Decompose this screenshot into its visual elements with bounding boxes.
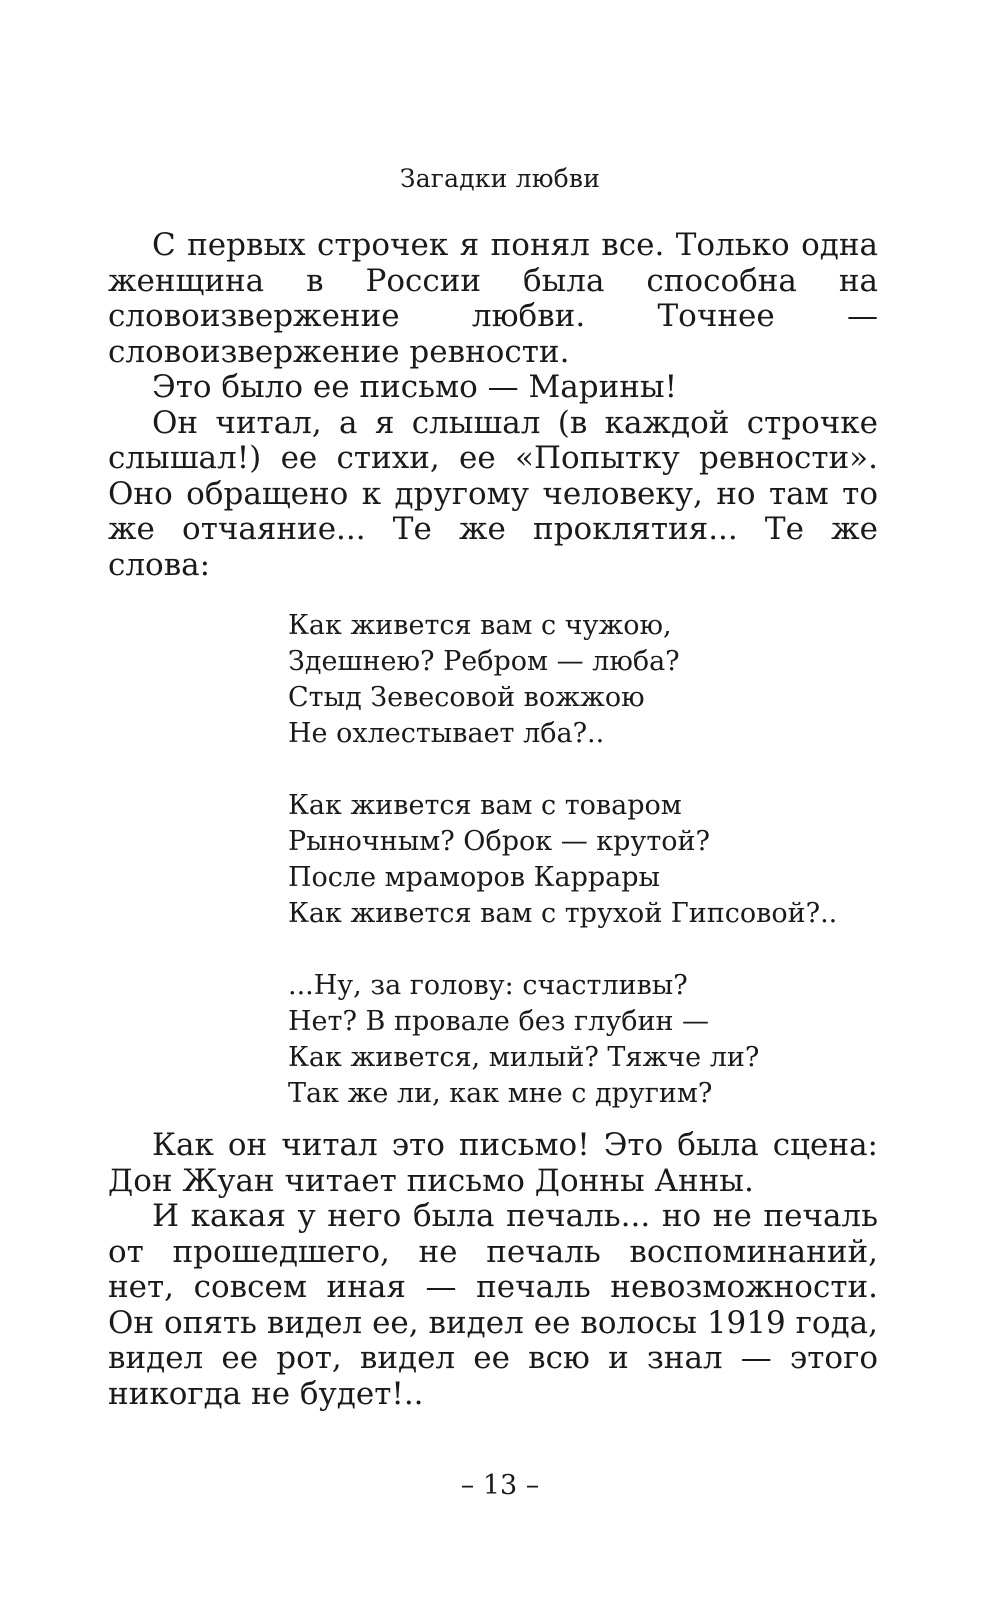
paragraph: С первых строчек я понял все. Только одна женщина в России была способна на словоизвержение любви. Точнее — словоизвержение ревности. [108,227,878,370]
prose-block-top [108,228,878,583]
verse-line: Как живется вам с трухой Гипсовой?.. [288,898,838,929]
paragraph: Он читал, а я слышал (в каждой строчке слышал!) ее стихи, ее «Попытку ревности». Оно обращено к другому человеку, но там то же отчаяние... Те же проклятия... Те же слова: [108,404,878,583]
verse-line: Так же ли, как мне с другим? [288,1078,713,1109]
verse-line: Здешнею? Ребром — люба? [288,646,680,677]
verse-line: Нет? В провале без глубин — [288,1006,710,1037]
running-title: Загадки любви [399,164,601,193]
verse-line: После мраморов Каррары [288,862,661,893]
poem-quote [288,608,837,1112]
prose-block-bottom [108,1128,878,1412]
verse-line: Рыночным? Оброк — крутой? [288,826,710,857]
verse-line: Как живется вам с товаром [288,790,682,821]
verse-line: Как живется, милый? Тяжче ли? [288,1042,760,1073]
paragraph: Как он читал это письмо! Это была сцена: Дон Жуан читает письмо Донны Анны. [108,1127,878,1199]
stanza-2 [288,788,837,932]
verse-line: Стыд Зевесовой вожжою [288,682,645,713]
verse-line: ...Ну, за голову: счастливы? [288,970,688,1001]
verse-line: Как живется вам с чужою, [288,610,672,641]
paragraph: Это было ее письмо — Марины! [152,369,678,405]
page-number: – 13 – [460,1470,540,1501]
stanza-1 [288,608,837,752]
paragraph: И какая у него была печаль... но не печаль от прошедшего, не печаль воспоминаний, нет, совсем иная — печаль невозможности. Он опять видел ее, видел ее волосы 1919 года, видел ее рот, видел ее всю и знал — этого никогда не будет!.. [108,1198,878,1412]
verse-line: Не охлестывает лба?.. [288,718,605,749]
stanza-3 [288,968,837,1112]
